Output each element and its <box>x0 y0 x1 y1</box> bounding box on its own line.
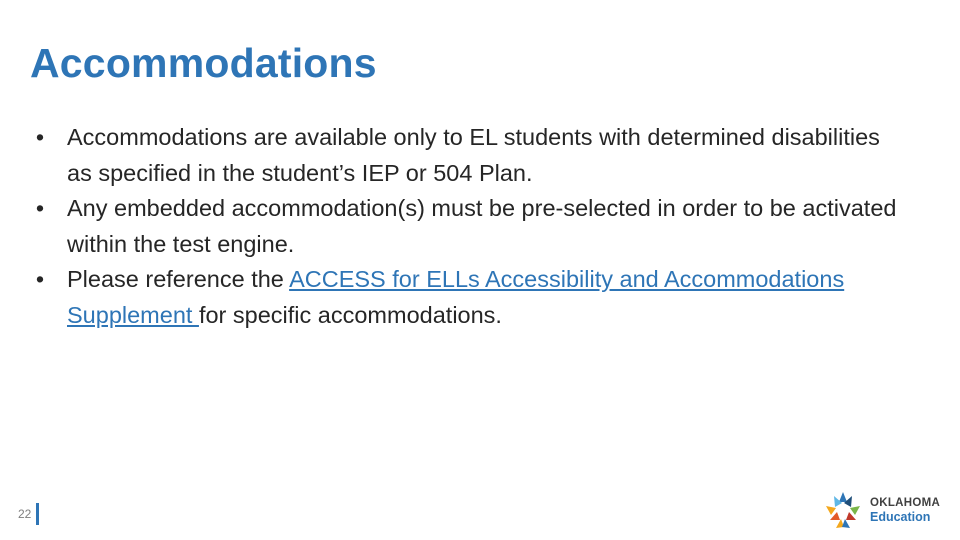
bullet-item <box>30 262 910 333</box>
bullet-text-prefix: Please reference the <box>67 266 290 292</box>
oklahoma-education-logo <box>822 490 940 530</box>
bullet-dot: • <box>35 195 45 221</box>
page-number: 22 <box>18 507 32 521</box>
bullet-item <box>30 191 910 262</box>
bullet-item <box>30 120 910 191</box>
logo-line-2: Education <box>870 510 931 524</box>
slide-title: Accommodations <box>30 40 377 86</box>
oklahoma-education-star-icon <box>822 490 864 530</box>
bullet-dot: • <box>35 266 45 292</box>
bullet-text: Accommodations are available only to EL students with determined disabilities as specified in the student’s IEP or 504 Plan. <box>67 124 880 186</box>
logo-line-1: OKLAHOMA <box>870 497 941 509</box>
bullet-list <box>30 120 910 333</box>
bullet-text-suffix: for specific accommodations. <box>198 301 502 328</box>
bullet-dot: • <box>35 124 45 150</box>
access-supplement-link[interactable]: ACCESS for ELLs Accessibility and Accommodations Supplement <box>67 266 845 328</box>
page-number-bar <box>36 503 39 525</box>
bullet-text: Any embedded accommodation(s) must be pre-selected in order to be activated within the test engine. <box>67 195 897 257</box>
